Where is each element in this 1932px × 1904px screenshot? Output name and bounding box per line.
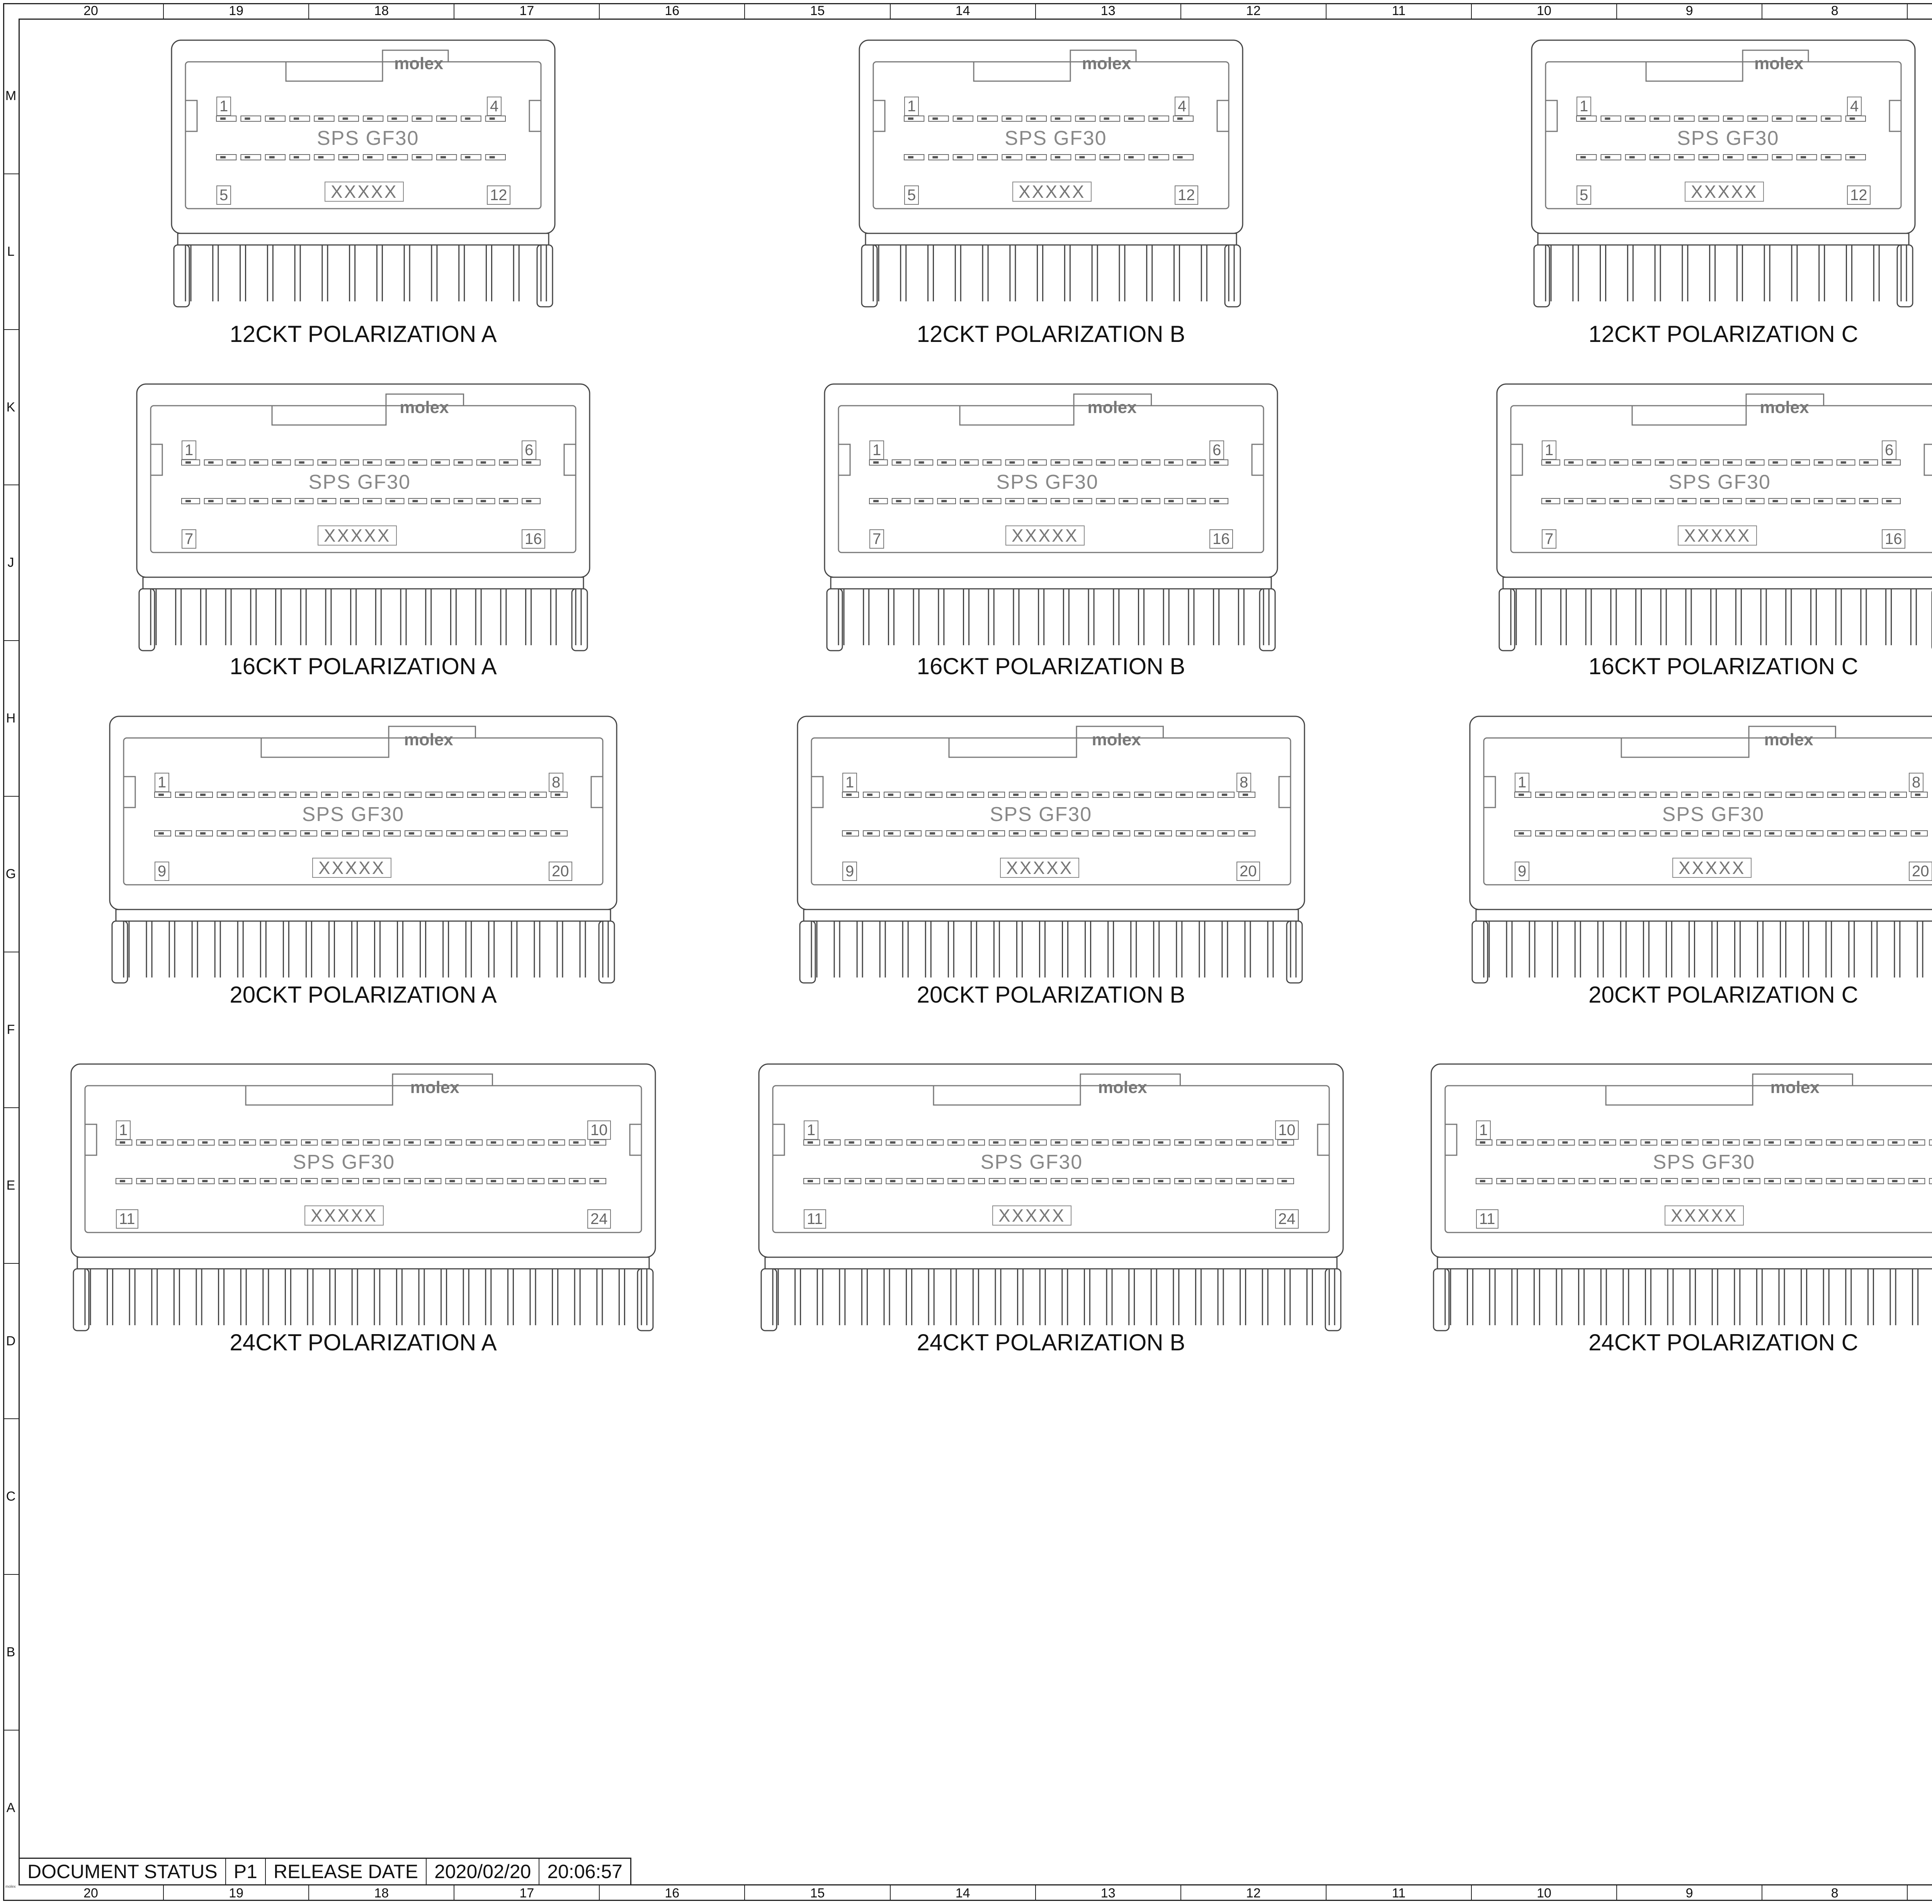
pin-number-label: 16 [1882, 529, 1905, 549]
connector-molex-logo: molex [1092, 730, 1141, 749]
pin-number-label: 6 [1882, 440, 1896, 460]
connector-view [757, 1062, 1345, 1356]
connector-view [135, 382, 591, 680]
connector-material-mark: SPS GF30 [317, 127, 419, 150]
release-time-value: 20:06:57 [547, 1861, 622, 1882]
connector-code-mark: XXXXX [1678, 525, 1757, 546]
connector-code-mark: XXXXX [1000, 858, 1079, 878]
connector-material-mark: SPS GF30 [308, 471, 411, 493]
pin-number-label: 1 [216, 97, 231, 116]
connector-material-mark: SPS GF30 [990, 803, 1092, 826]
pin-number-label: 6 [1209, 440, 1224, 460]
connector-material-mark: SPS GF30 [1677, 127, 1779, 150]
pin-number-label: 7 [1542, 529, 1556, 549]
connector-view [823, 382, 1279, 680]
zone-column-label: 18 [309, 1885, 454, 1901]
pin-number-label: 5 [904, 185, 919, 205]
connector-outline [170, 39, 556, 321]
connector-molex-logo: molex [1754, 54, 1804, 73]
zone-columns-bottom [19, 1885, 1932, 1901]
zone-row-label: J [3, 485, 19, 641]
zone-column-label: 14 [891, 1885, 1036, 1901]
connector-view [108, 715, 618, 1008]
release-date-value: 2020/02/20 [427, 1859, 539, 1884]
pin-number-label: 1 [869, 440, 884, 460]
zone-column-label: 12 [1181, 1885, 1327, 1901]
zone-column-label: 16 [600, 3, 745, 19]
zone-row-label: G [3, 797, 19, 952]
zone-row-label: K [3, 330, 19, 486]
pin-number-label: 1 [1476, 1120, 1491, 1140]
zone-rows-left [3, 19, 19, 1885]
pin-number-label: 12 [487, 185, 510, 205]
zone-column-label: 13 [1036, 1885, 1181, 1901]
connector-caption: 24CKT POLARIZATION C [1588, 1329, 1858, 1355]
connector-view [858, 39, 1244, 348]
connector-view [796, 715, 1306, 1008]
zone-column-label: 12 [1181, 3, 1327, 19]
connector-material-mark: SPS GF30 [1662, 803, 1765, 826]
connector-code-mark: XXXXX [1672, 858, 1752, 878]
pin-number-label: 1 [1577, 97, 1591, 116]
pin-number-label: 1 [1515, 773, 1529, 792]
zone-row-label: H [3, 641, 19, 797]
connector-view [1468, 715, 1932, 1008]
connector-code-mark: XXXXX [992, 1205, 1071, 1226]
document-status-value: P1 [226, 1859, 266, 1884]
zone-column-label: 17 [454, 3, 600, 19]
connector-material-mark: SPS GF30 [980, 1151, 1083, 1173]
pin-number-label: 9 [155, 862, 169, 881]
corner-molex-logo: molex [5, 1885, 16, 1889]
connector-code-mark: XXXXX [304, 1205, 384, 1226]
pin-number-label: 5 [216, 185, 231, 205]
pin-number-label: 4 [487, 97, 502, 116]
connector-code-mark: XXXXX [312, 858, 391, 878]
pin-number-label: 9 [842, 862, 857, 881]
zone-row-label: B [3, 1575, 19, 1731]
connector-caption: 20CKT POLARIZATION A [230, 982, 497, 1008]
pin-number-label: 10 [587, 1120, 611, 1140]
release-date-label: RELEASE DATE [266, 1859, 427, 1884]
connector-outline [796, 715, 1306, 981]
zone-column-label: 10 [1472, 3, 1617, 19]
connector-molex-logo: molex [1764, 730, 1813, 749]
connector-outline [823, 382, 1279, 653]
connector-molex-logo: molex [410, 1078, 459, 1097]
connector-caption: 16CKT POLARIZATION C [1588, 653, 1858, 679]
pin-number-label: 16 [522, 529, 545, 549]
connector-outline [70, 1062, 657, 1329]
connector-outline [757, 1062, 1345, 1329]
connector-code-mark: XXXXX [318, 525, 397, 546]
pin-number-label: 11 [804, 1209, 826, 1229]
pin-number-label: 7 [182, 529, 196, 549]
pin-number-label: 4 [1175, 97, 1189, 116]
pin-number-label: 1 [182, 440, 196, 460]
connector-caption: 16CKT POLARIZATION A [230, 653, 497, 679]
pin-number-label: 1 [804, 1120, 818, 1140]
zone-column-label: 15 [745, 3, 890, 19]
connector-molex-logo: molex [404, 730, 453, 749]
pin-number-label: 12 [1175, 185, 1198, 205]
zone-columns-top [19, 3, 1932, 19]
connector-view [1495, 382, 1932, 680]
pin-number-label: 20 [549, 862, 572, 881]
zone-row-label: A [6, 1800, 15, 1816]
zone-column-label: 14 [891, 3, 1036, 19]
pin-number-label: 8 [549, 773, 563, 792]
connector-code-mark: XXXXX [1685, 182, 1764, 202]
pin-number-label: 1 [842, 773, 857, 792]
pin-number-label: 20 [1236, 862, 1260, 881]
connector-caption: 16CKT POLARIZATION B [917, 653, 1185, 679]
pin-number-label: 16 [1209, 529, 1233, 549]
connector-code-mark: XXXXX [325, 182, 404, 202]
pin-number-label: 5 [1577, 185, 1591, 205]
zone-column-label [1908, 1885, 1932, 1901]
connector-code-mark: XXXXX [1005, 525, 1085, 546]
connector-view [170, 39, 556, 348]
connector-view [70, 1062, 657, 1356]
zone-row-label: F [3, 952, 19, 1108]
zone-column-label: 18 [309, 3, 454, 19]
connector-outline [1468, 715, 1932, 981]
zone-column-label: 9 [1617, 1885, 1762, 1901]
connector-material-mark: SPS GF30 [996, 471, 1099, 493]
zone-row-label: E [3, 1108, 19, 1264]
zone-column-label: 11 [1327, 3, 1472, 19]
zone-column-label: 10 [1472, 1885, 1617, 1901]
connector-view [1430, 1062, 1932, 1356]
connector-molex-logo: molex [1098, 1078, 1147, 1097]
connector-code-mark: XXXXX [1012, 182, 1092, 202]
connector-outline [135, 382, 591, 653]
pin-number-label: 1 [904, 97, 919, 116]
connector-material-mark: SPS GF30 [293, 1151, 395, 1173]
pin-number-label: 4 [1847, 97, 1862, 116]
connector-outline [108, 715, 618, 981]
connector-outline [1430, 1062, 1932, 1329]
connector-caption: 24CKT POLARIZATION B [917, 1329, 1185, 1355]
connector-caption: 12CKT POLARIZATION B [917, 321, 1185, 347]
document-status-label: DOCUMENT STATUS [20, 1859, 226, 1884]
connector-outline [1495, 382, 1932, 653]
zone-column-label: 8 [1762, 3, 1908, 19]
connector-material-mark: SPS GF30 [1668, 471, 1771, 493]
connector-code-mark: XXXXX [1665, 1205, 1744, 1226]
pin-number-label: 10 [1275, 1120, 1299, 1140]
zone-column-label: 16 [600, 1885, 745, 1901]
pin-number-label: 11 [1476, 1209, 1498, 1229]
connector-molex-logo: molex [1770, 1078, 1820, 1097]
zone-column-label: 19 [164, 1885, 309, 1901]
pin-number-label: 1 [155, 773, 169, 792]
connector-material-mark: SPS GF30 [302, 803, 405, 826]
pin-number-label: 1 [116, 1120, 131, 1140]
connector-caption: 20CKT POLARIZATION C [1588, 982, 1858, 1008]
connector-caption: 24CKT POLARIZATION A [230, 1329, 497, 1355]
zone-column-label: 20 [19, 1885, 164, 1901]
zone-column-label: 19 [164, 3, 309, 19]
zone-column-label: 11 [1327, 1885, 1472, 1901]
connector-caption: 12CKT POLARIZATION C [1588, 321, 1858, 347]
zone-column-label: 13 [1036, 3, 1181, 19]
pin-number-label: 6 [522, 440, 536, 460]
pin-number-label: 11 [116, 1209, 138, 1229]
connector-material-mark: SPS GF30 [1653, 1151, 1755, 1173]
pin-number-label: 24 [587, 1209, 611, 1229]
zone-row-label: D [3, 1264, 19, 1420]
zone-column-label: 15 [745, 1885, 890, 1901]
pin-number-label: 1 [1542, 440, 1556, 460]
zone-column-label: 8 [1762, 1885, 1908, 1901]
pin-number-label: 8 [1236, 773, 1251, 792]
connector-outline [1530, 39, 1917, 321]
zone-column-label: 20 [19, 3, 164, 19]
zone-row-label: M [3, 19, 19, 174]
connector-material-mark: SPS GF30 [1005, 127, 1107, 150]
zone-column-label: 9 [1617, 3, 1762, 19]
connector-molex-logo: molex [1082, 54, 1131, 73]
zone-column-label [1908, 3, 1932, 19]
connector-caption: 12CKT POLARIZATION A [230, 321, 497, 347]
document-status-bar [19, 1858, 631, 1885]
pin-number-label: 24 [1275, 1209, 1299, 1229]
zone-column-label: 17 [454, 1885, 600, 1901]
connector-molex-logo: molex [394, 54, 444, 73]
connector-outline [858, 39, 1244, 321]
connector-caption: 20CKT POLARIZATION B [917, 982, 1185, 1008]
pin-number-label: 12 [1847, 185, 1871, 205]
pin-number-label: 20 [1909, 862, 1932, 881]
connector-view [1530, 39, 1917, 348]
pin-number-label: 8 [1909, 773, 1923, 792]
pin-number-label: 9 [1515, 862, 1529, 881]
connector-molex-logo: molex [400, 398, 449, 417]
connector-molex-logo: molex [1087, 398, 1137, 417]
pin-number-label: 7 [869, 529, 884, 549]
zone-row-label: C [3, 1419, 19, 1575]
zone-row-label: L [3, 174, 19, 330]
connector-molex-logo: molex [1760, 398, 1809, 417]
